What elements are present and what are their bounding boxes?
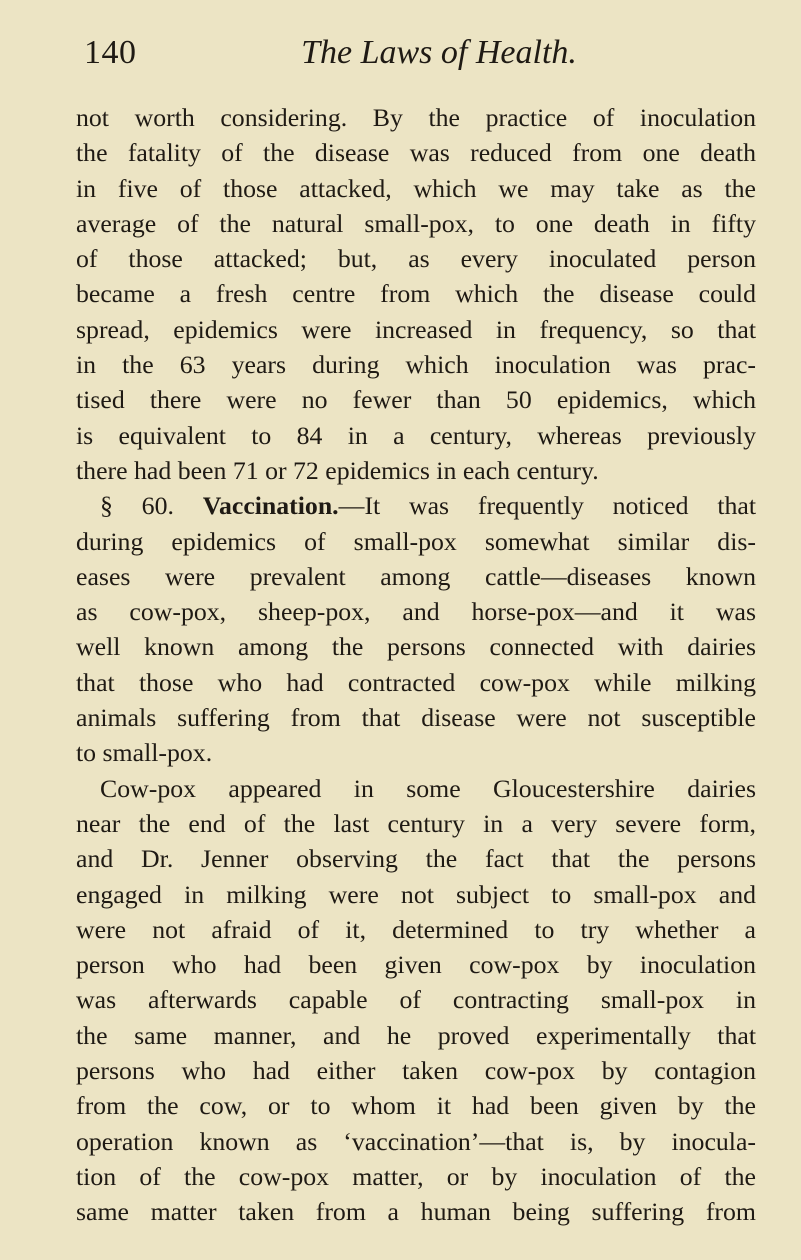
section-heading-line	[76, 488, 756, 523]
text-line: operation known as ‘vaccination’—that is, by inocula-	[76, 1126, 756, 1156]
text-line: average of the natural small-pox, to one death in fifty	[76, 208, 756, 238]
page-number: 140	[84, 34, 137, 71]
text-line: from the cow, or to whom it had been given by the	[76, 1091, 756, 1121]
section-first-line: —It was frequently noticed that	[338, 491, 757, 521]
text-line: same matter taken from a human being suffering from	[76, 1197, 756, 1227]
text-line: near the end of the last century in a very severe form,	[76, 808, 756, 838]
running-head	[84, 34, 754, 84]
page-heading: The Laws of Health.	[301, 34, 577, 71]
text-line: not worth considering. By the practice of inoculation	[76, 103, 756, 132]
text-line: became a fresh centre from which the disease could	[76, 279, 756, 309]
section-title: Vaccination.	[202, 491, 339, 521]
text-line: tion of the cow-pox matter, or by inoculation of the	[76, 1161, 756, 1191]
text-line: tised there were no fewer than 50 epidemics, which	[76, 385, 756, 415]
text-line: was afterwards capable of contracting small-pox in	[76, 985, 756, 1015]
text-line: engaged in milking were not subject to small-pox and	[76, 879, 756, 909]
text-line: person who had been given cow-pox by inoculation	[76, 950, 756, 980]
text-line: well known among the persons connected with dairies	[76, 632, 756, 662]
text-line: as cow-pox, sheep-pox, and horse-pox—and it was	[76, 597, 756, 627]
body-text	[76, 100, 756, 1230]
text-line: spread, epidemics were increased in frequency, so that	[76, 314, 756, 344]
text-line: during epidemics of small-pox somewhat similar dis-	[76, 526, 756, 556]
text-line: in five of those attacked, which we may take as the	[76, 173, 756, 203]
text-line: animals suffering from that disease were not susceptible	[76, 703, 756, 733]
text-line: is equivalent to 84 in a century, whereas previously	[76, 420, 756, 450]
text-line: to small-pox.	[76, 738, 213, 768]
text-line: the same manner, and he proved experimentally that	[76, 1020, 756, 1050]
text-line: there had been 71 or 72 epidemics in each century.	[76, 455, 599, 485]
text-line: Cow-pox appeared in some Gloucestershire dairies	[100, 773, 756, 803]
text-line: in the 63 years during which inoculation was prac-	[76, 350, 756, 380]
text-line: eases were prevalent among cattle—diseases known	[76, 561, 756, 591]
section-number: § 60.	[100, 491, 174, 521]
text-line: persons who had either taken cow-pox by contagion	[76, 1056, 756, 1086]
text-line: the fatality of the disease was reduced from one death	[76, 138, 756, 168]
text-line: that those who had contracted cow-pox while milking	[76, 667, 756, 697]
text-line: and Dr. Jenner observing the fact that the persons	[76, 844, 756, 874]
text-line: of those attacked; but, as every inoculated person	[76, 244, 756, 274]
text-line: were not afraid of it, determined to try whether a	[76, 914, 756, 944]
